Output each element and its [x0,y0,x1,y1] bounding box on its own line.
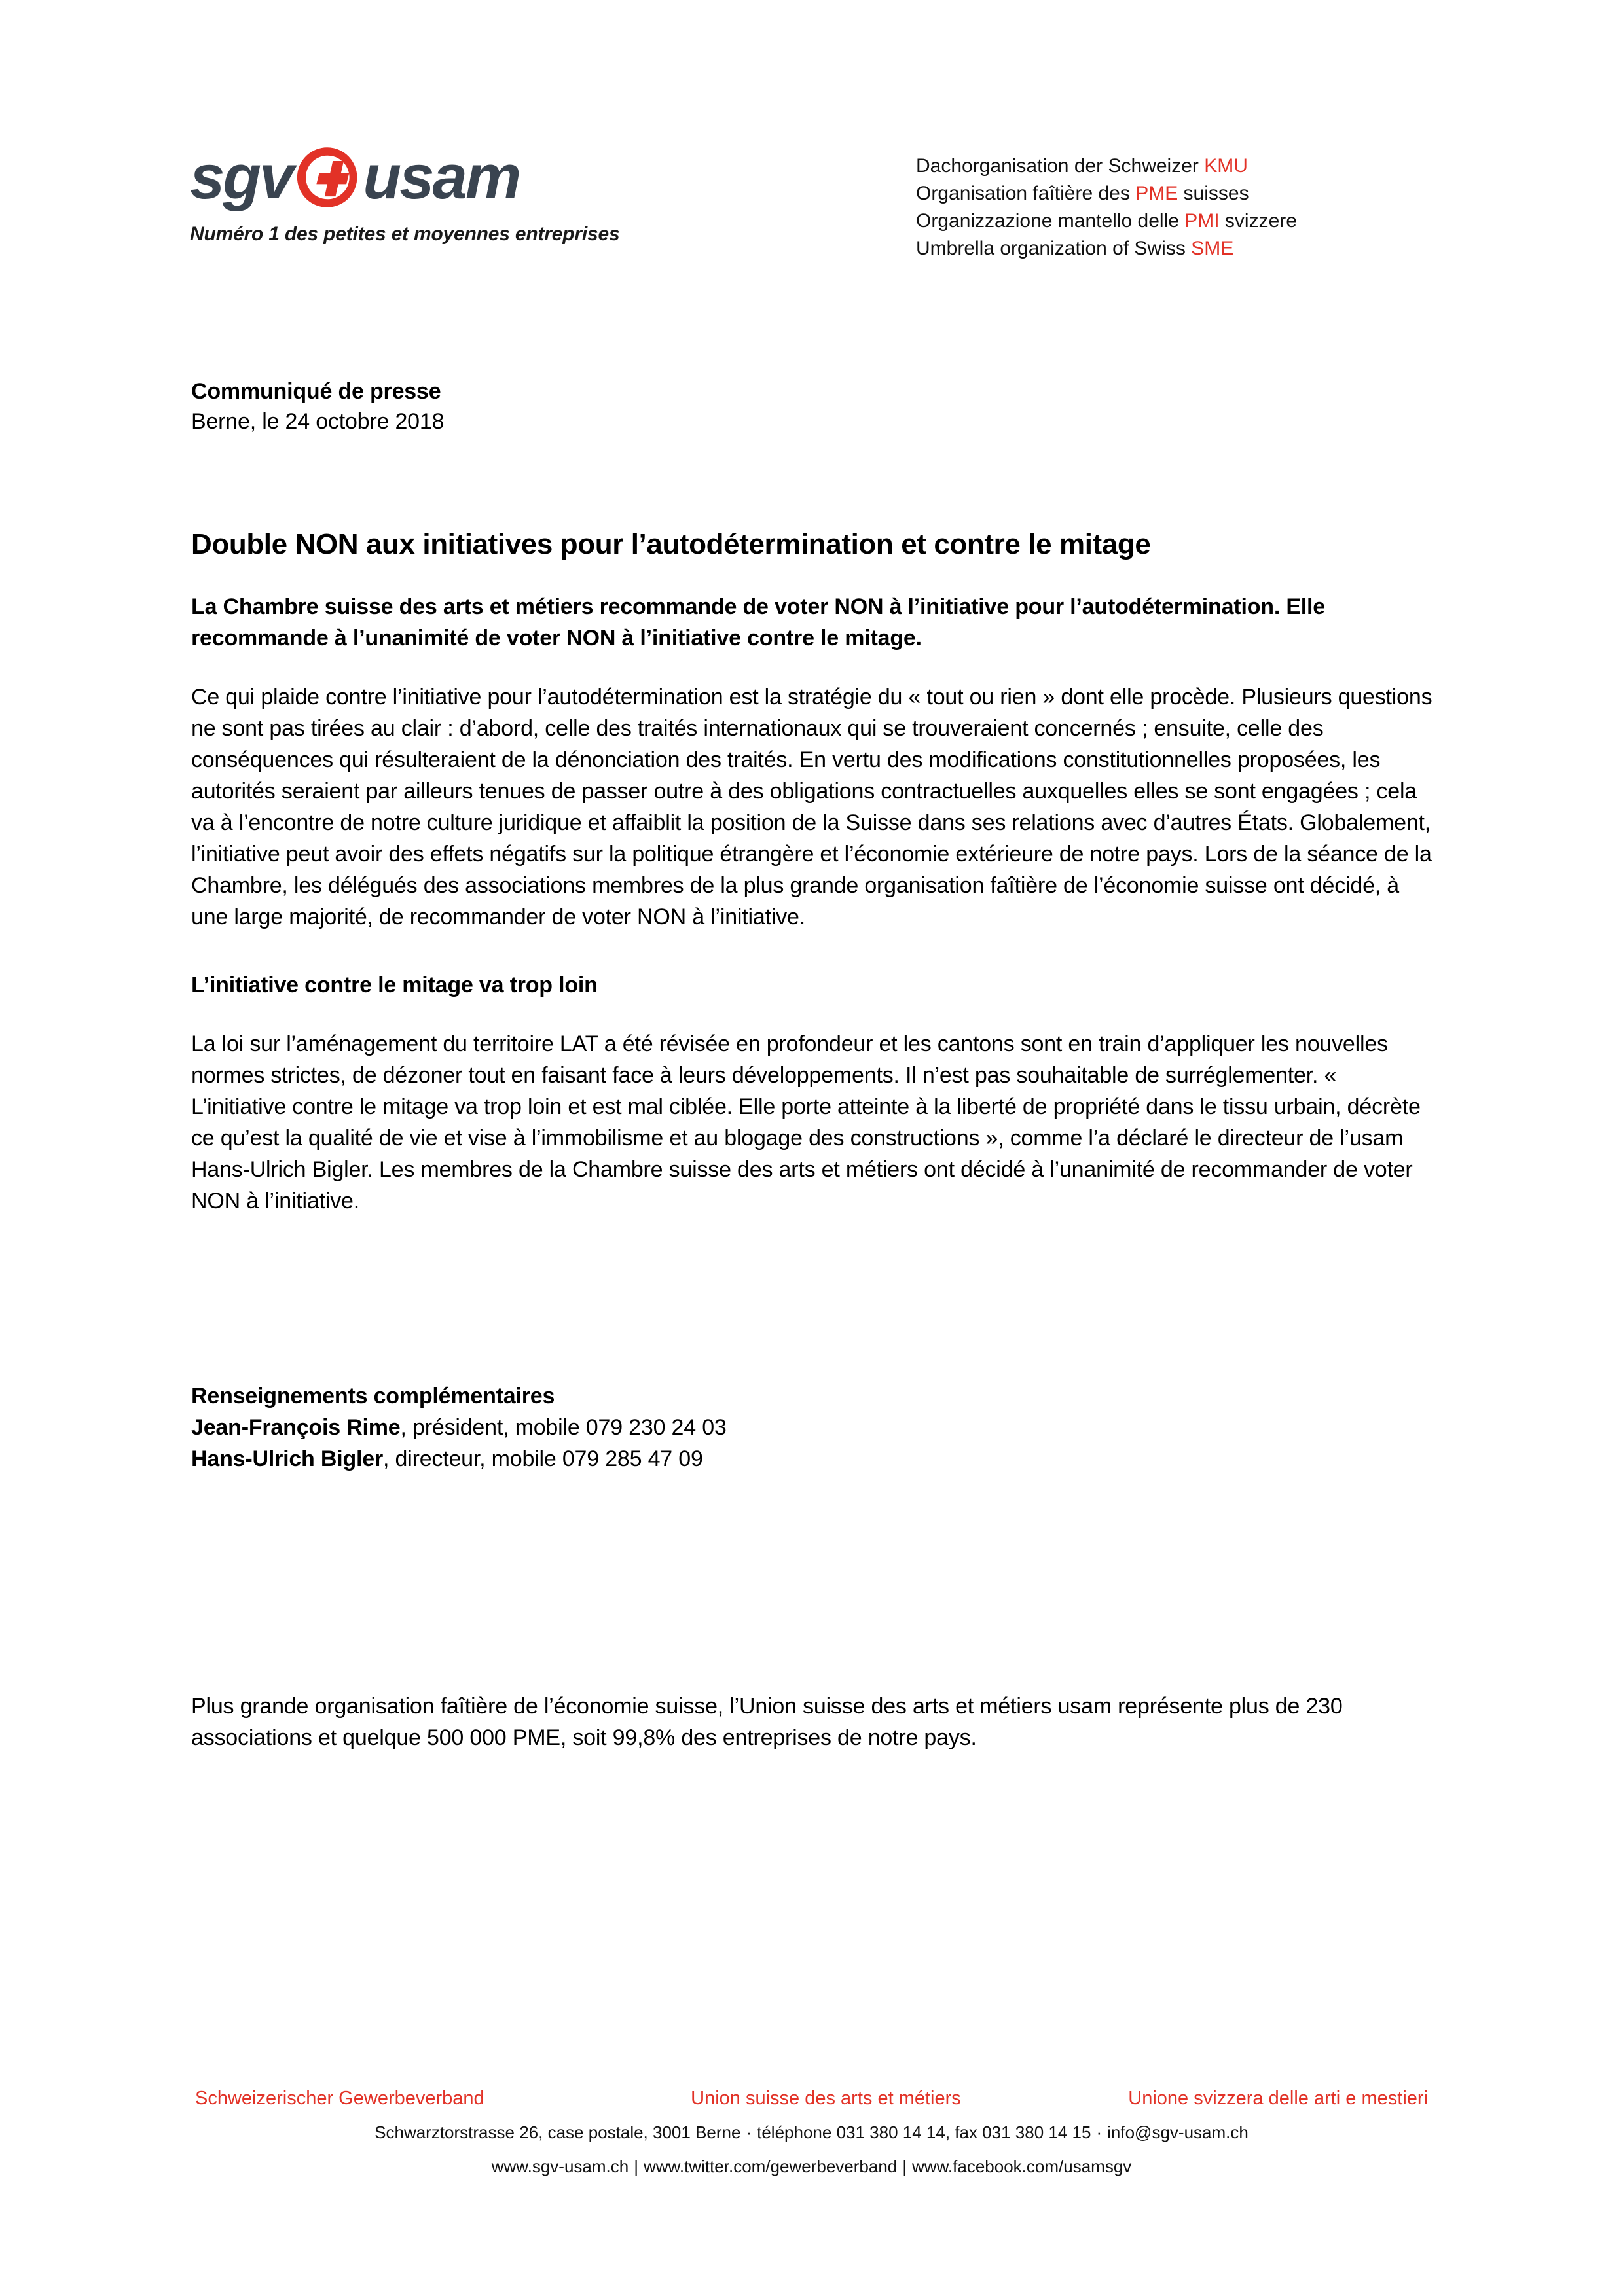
footer-separator-2: · [1096,2123,1103,2142]
contact-name-director: Hans-Ulrich Bigler [191,1446,384,1471]
document-header [190,141,1433,291]
document-type-label: Communiqué de presse [191,379,441,404]
logo-text-usam: usam [363,142,520,212]
usam-logo [190,141,619,245]
footer-org-fr: Union suisse des arts et métiers [691,2088,961,2109]
footer-org-it: Unione svizzera delle arti e mestieri [1128,2088,1428,2109]
subtitle-line-en [916,235,1433,262]
subtitle-it-suffix: svizzere [1219,210,1297,232]
contact-details-president: , président, mobile 079 230 24 03 [400,1415,727,1440]
body-paragraph-1: Ce qui plaide contre l’initiative pour l’autodétermination est la stratégie du « tout ou rien » dont elle procède. Plusieurs questions ne sont pas tirées au clair : d’abord, celle des traités internationaux qui se trouveraient concernés ; ensuite, celle des conséquences qui résulteraient de la dénonciation des traités. En vertu des modifications constitutionnelles proposées, les autorités seraient par ailleurs tenues de passer outre à des obligations contractuelles auxquelles elles se sont engagées ; cela va à l’encontre de notre culture juridique et affaiblit la position de la Suisse dans ses relations avec d’autres États. Globalement, l’initiative peut avoir des effets négatifs sur la politique étrangère et l’économie extérieure de notre pays. Lors de la séance de la Chambre, les délégués des associations membres de la plus grande organisation faîtière de l’économie suisse ont décidé, à une large majorité, de recommander de voter NON à l’initiative. [191,685,1432,929]
footer-phone: téléphone 031 380 14 14, fax 031 380 14 15 [757,2123,1091,2142]
subtitle-line-de [916,152,1433,180]
subtitle-en-accent: SME [1191,238,1234,259]
section-subheading: L’initiative contre le mitage va trop loin [191,973,598,997]
page-title: Double NON aux initiatives pour l’autodétermination et contre le mitage [191,528,1151,560]
footer-organization-names [191,2085,1432,2111]
subtitle-de-accent: KMU [1204,155,1248,177]
multilingual-subtitle [916,152,1433,262]
subtitle-it-accent: PMI [1184,210,1220,232]
document-footer [191,2085,1432,2179]
footer-email[interactable]: info@sgv-usam.ch [1107,2123,1249,2142]
footer-link-facebook[interactable]: www.facebook.com/usamsgv [912,2157,1132,2176]
subtitle-it-prefix: Organizzazione mantello delle [916,210,1185,232]
contact-row-president [191,1412,1435,1443]
organization-boilerplate: Plus grande organisation faîtière de l’économie suisse, l’Union suisse des arts et métiers usam représente plus de 230 associations et quelque 500 000 PME, soit 99,8% des entreprises de notre pays. [191,1694,1343,1750]
footer-address: Schwarztorstrasse 26, case postale, 3001 Berne [374,2123,741,2142]
logo-tagline: Numéro 1 des petites et moyennes entreprises [190,223,620,245]
footer-link-twitter[interactable]: www.twitter.com/gewerbeverband [643,2157,898,2176]
place-and-date: Berne, le 24 octobre 2018 [191,409,445,434]
document-body [191,376,1435,1776]
subtitle-de-prefix: Dachorganisation der Schweizer [916,155,1205,177]
footer-link-separator-2: | [902,2157,907,2176]
footer-link-website[interactable]: www.sgv-usam.ch [491,2157,629,2176]
footer-org-de: Schweizerischer Gewerbeverband [195,2088,484,2109]
swiss-cross-ring-icon [293,143,361,211]
subtitle-en-prefix: Umbrella organization of Swiss [916,238,1192,259]
body-paragraph-2: La loi sur l’aménagement du territoire LAT a été révisée en profondeur et les cantons sont en train d’appliquer les nouvelles normes strictes, de dézoner tout en faisant face à leurs développements. Il n’est pas souhaitable de surréglementer. « L’initiative contre le mitage va trop loin et est mal ciblée. Elle porte atteinte à la liberté de propriété dans le tissu urbain, décrète ce qu’est la qualité de vie et vise à l’immobilisme et au blogage des constructions », comme l’a déclaré le directeur de l’usam Hans-Ulrich Bigler. Les membres de la Chambre suisse des arts et métiers ont décidé à l’unanimité de recommander de voter NON à l’initiative. [191,1031,1421,1213]
footer-links-line [191,2153,1432,2179]
lead-paragraph: La Chambre suisse des arts et métiers recommande de voter NON à l’initiative pour l’autodétermination. Elle recommande à l’unanimité de voter NON à l’initiative contre le mitage. [191,594,1326,651]
contact-row-director [191,1443,1435,1475]
subtitle-fr-suffix: suisses [1178,183,1249,204]
subtitle-line-fr [916,180,1433,207]
contacts-heading: Renseignements complémentaires [191,1384,555,1408]
footer-link-separator-1: | [634,2157,638,2176]
footer-separator-1: · [746,2123,752,2142]
contact-name-president: Jean-François Rime [191,1415,401,1440]
footer-address-line [191,2119,1432,2145]
subtitle-fr-prefix: Organisation faîtière des [916,183,1136,204]
contact-details-director: , directeur, mobile 079 285 47 09 [383,1446,703,1471]
subtitle-line-it [916,207,1433,235]
subtitle-fr-accent: PME [1135,183,1178,204]
logo-wordmark [190,141,619,214]
logo-text-sgv: sgv [190,142,293,212]
